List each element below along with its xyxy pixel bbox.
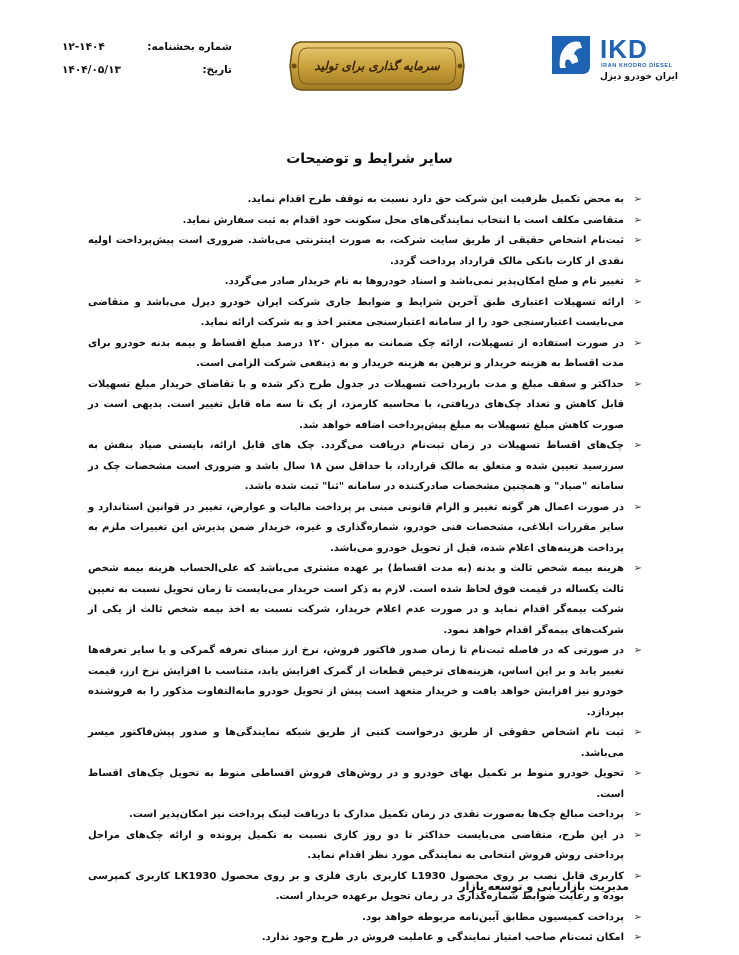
condition-text: چک‌های اقساط تسهیلات در زمان ثبت‌نام دریافت می‌گردد. چک های قابل ارائه، بایستی صیاد بنفش به سررسید تعیین شده و متعلق به مالک قرارداد، با حداقل سن ۱۸ سال باشد و ضروری است مشخصات چک در سامانه "صیاد" و همچنین مشخصات صادرکننده در سامانه "ثنا" ثبت شده باشد. — [88, 440, 624, 492]
logo-persian-name: ایران خودرو دیزل — [599, 72, 678, 82]
condition-text: کاربری قابل نصب بر روی محصول L1930 کاربری باری فلزی و بر روی محصول LK1930 کاربری کمپرسی بوده و رعایت ضوابط شماره‌گذاری در زمان تحویل برعهده خریدار است. — [88, 870, 624, 902]
arrow-bullet-icon: ➢ — [633, 378, 642, 390]
arrow-bullet-icon: ➢ — [633, 727, 642, 738]
condition-item — [88, 293, 642, 334]
date-label: تاریخ: — [202, 64, 232, 76]
arrow-bullet-icon: ➢ — [633, 194, 642, 205]
condition-text: ثبت‌نام اشخاص حقیقی از طریق سایت شرکت، به صورت اینترنتی می‌باشد. ضروری است پیش‌پرداخت اولیه نقدی از کارت بانکی مالک قرارداد پرداخت گردد. — [88, 235, 624, 267]
arrow-bullet-icon: ➢ — [633, 829, 642, 841]
condition-text: امکان ثبت‌نام صاحب امتیاز نمایندگی و عاملیت فروش در طرح وجود ندارد. — [261, 932, 624, 943]
date-row — [62, 63, 232, 78]
condition-item — [88, 805, 642, 826]
condition-text: در صورت اعمال هر گونه تغییر و الزام قانونی مبنی بر پرداخت مالیات و عوارض، تغییر در قوانین استاندارد و سایر مقررات ابلاغی، مشخصات فنی خودرو، شماره‌گذاری و غیره، خریدار ضمن پذیرش این تغییرات ملزم به پرداخت هزینه‌های اعلام شده، قبل از تحویل خودرو می‌باشد. — [88, 501, 624, 554]
condition-text: در صورتی که در فاصله ثبت‌نام تا زمان صدور فاکتور فروش، نرخ ارز مبنای تعرفه گمرکی و یا سایر تعرفه‌ها تغییر یابد و بر این اساس، هزینه‌های ترخیص قطعات از گمرک افزایش یابد، متناسب با افزایش نرخ ارز، قیمت خودرو نیز افزایش خواهد یافت و خریدار متعهد است پیش از تحویل خودرو مابه‌التفاوت مذکور را به فروشنده بپردازد. — [88, 645, 624, 718]
circular-number-row — [62, 40, 232, 55]
condition-item — [88, 928, 642, 949]
condition-item — [88, 498, 642, 560]
circular-number-value: ۱۲-۱۴۰۴ — [62, 41, 105, 53]
horse-logo-icon — [548, 34, 594, 76]
condition-item — [88, 436, 642, 498]
condition-text: پرداخت کمیسیون مطابق آیین‌نامه مربوطه خواهد بود. — [362, 911, 624, 923]
condition-item — [88, 908, 642, 929]
arrow-bullet-icon: ➢ — [633, 809, 642, 820]
condition-item — [88, 559, 642, 641]
condition-text: در صورت استفاده از تسهیلات، ارائه چک ضمانت به میزان ۱۲۰ درصد مبلغ اقساط و بیمه بدنه خودرو برای مدت اقساط به هزینه خریدار و ترهین به هزینه خریدار و به ذینفعی شرکت الزامی است. — [88, 337, 624, 369]
arrow-bullet-icon: ➢ — [633, 911, 642, 923]
arrow-bullet-icon: ➢ — [633, 870, 642, 882]
condition-item — [88, 190, 642, 211]
page-title: سایر شرایط و توضیحات — [286, 151, 453, 167]
condition-text: ارائه تسهیلات اعتباری طبق آخرین شرایط و ضوابط جاری شرکت ایران خودرو دیزل می‌باشد و متقاضی می‌بایست اعتبارسنجی خود را از سامانه اعتبارسنجی معتبر اخذ و به شرکت ارائه نماید. — [88, 296, 624, 328]
circular-number-label: شماره بخشنامه: — [147, 41, 232, 53]
condition-text: تغییر نام و صلح امکان‌پذیر نمی‌باشد و اسناد خودروها به نام خریدار صادر می‌گردد. — [224, 276, 624, 287]
condition-item — [88, 764, 642, 805]
condition-text: هزینه بیمه شخص ثالث و بدنه (به مدت اقساط) بر عهده مشتری می‌باشد که علی‌الحساب هزینه بیمه شخص ثالث یکساله در قیمت فوق لحاظ شده است. لازم به ذکر است خریدار می‌بایست تا زمان تحویل نسبت به تعیین شرکت بیمه‌گر اقدام نماید و در صورت عدم اعلام خریدار، شرکت نسبت به اخذ بیمه شخص ثالث از یکی از شرکت‌های بیمه‌گر اقدام خواهد نمود. — [88, 563, 624, 636]
arrow-bullet-icon: ➢ — [633, 932, 642, 943]
conditions-list — [88, 190, 642, 949]
condition-text: ثبت نام اشخاص حقوقی از طریق درخواست کتبی از طریق شبکه نمایندگی‌ها و صدور پیش‌فاکتور میسر می‌باشد. — [88, 727, 624, 759]
arrow-bullet-icon: ➢ — [633, 296, 642, 308]
date-value: ۱۴۰۴/۰۵/۱۳ — [62, 64, 121, 76]
condition-item — [88, 231, 642, 272]
condition-text: به محض تکمیل ظرفیت این شرکت حق دارد نسبت به توقف طرح اقدام نماید. — [247, 194, 624, 205]
condition-item — [88, 272, 642, 293]
arrow-bullet-icon: ➢ — [633, 276, 642, 287]
arrow-bullet-icon: ➢ — [633, 337, 642, 349]
condition-item — [88, 641, 642, 723]
condition-text: تحویل خودرو منوط بر تکمیل بهای خودرو و در روش‌های فروش اقساطی منوط به تحویل چک‌های اقساط است. — [88, 768, 624, 800]
arrow-bullet-icon: ➢ — [633, 235, 642, 246]
condition-text: حداکثر و سقف مبلغ و مدت بازپرداخت تسهیلات در جدول طرح ذکر شده و با تقاضای خریدار مبلغ تسهیلات قابل کاهش و تعداد چک‌های دریافتی، با محاسبه کارمزد، از یک تا سه ماه قابل تغییر است. بدیهی است در صورت کاهش مبلغ تسهیلات به مبلغ پیش‌پرداخت اضافه خواهد شد. — [88, 378, 624, 431]
logo-english-name: IRAN KHODRO DIESEL — [601, 63, 673, 69]
arrow-bullet-icon: ➢ — [633, 501, 642, 513]
header-meta — [62, 40, 232, 78]
arrow-bullet-icon: ➢ — [633, 768, 642, 779]
condition-text: متقاضی مکلف است با انتخاب نمایندگی‌های محل سکونت خود اقدام به ثبت سفارش نماید. — [182, 214, 624, 226]
condition-text: در این طرح، متقاضی می‌بایست حداکثر تا دو روز کاری نسبت به تکمیل پرونده و ارائه چک‌های مراحل پرداختی روش فروش انتخابی به نمایندگی مورد نظر اقدام نماید. — [88, 829, 624, 861]
slogan-banner — [288, 38, 466, 94]
arrow-bullet-icon: ➢ — [633, 645, 642, 656]
company-logo — [548, 34, 688, 90]
condition-item — [88, 334, 642, 375]
arrow-bullet-icon: ➢ — [633, 563, 642, 574]
condition-item — [88, 723, 642, 764]
arrow-bullet-icon: ➢ — [633, 214, 642, 226]
signature-department: مدیریت بازاریابی و توسعه بازار — [459, 880, 629, 893]
banner-slogan: سرمایه گذاری برای تولید — [314, 59, 440, 73]
condition-item — [88, 826, 642, 867]
condition-item — [88, 211, 642, 232]
condition-item — [88, 375, 642, 437]
arrow-bullet-icon: ➢ — [633, 440, 642, 451]
logo-ikd-text: IKD — [600, 34, 648, 64]
condition-text: پرداخت مبالغ چک‌ها به‌صورت نقدی در زمان تکمیل مدارک با دریافت لینک پرداخت نیز امکان‌پذیر است. — [128, 809, 624, 820]
